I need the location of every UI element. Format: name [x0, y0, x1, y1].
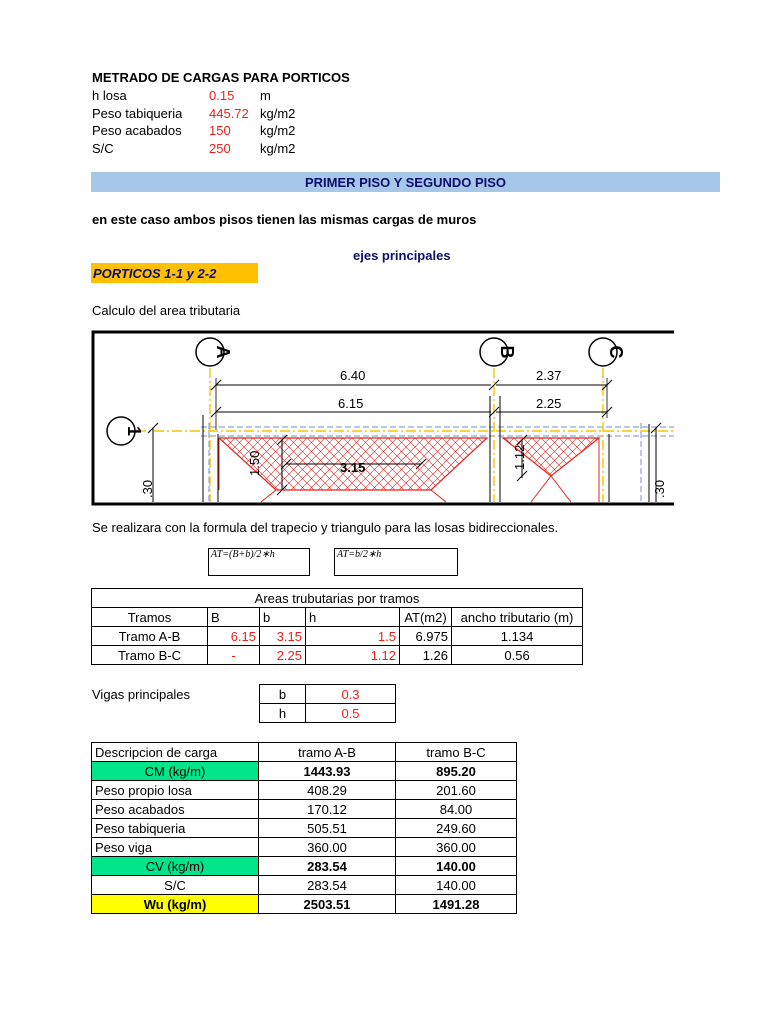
param-label-sc: S/C [92, 141, 114, 156]
porticos-label: PORTICOS 1-1 y 2-2 [93, 266, 217, 281]
table-cell: 2503.51 [259, 895, 396, 914]
formula-triangulo-box [334, 548, 458, 576]
axis-label-c: C [606, 345, 626, 359]
dim-0-30-left: .30 [140, 479, 155, 498]
table-cell: Peso tabiqueria [92, 819, 259, 838]
table-cell: 360.00 [259, 838, 396, 857]
table-cell: 6.975 [400, 627, 452, 646]
axis-label-b: B [497, 345, 517, 359]
table-cell: 1.26 [400, 646, 452, 665]
table-cell: 140.00 [396, 857, 517, 876]
page-title: METRADO DE CARGAS PARA PORTICOS [92, 70, 350, 85]
table-row [92, 762, 517, 781]
axes-label: ejes principales [353, 248, 451, 263]
table-header: tramo A-B [259, 743, 396, 762]
loads-table [91, 742, 517, 914]
table-cell: 0.56 [452, 646, 583, 665]
table-cell: Tramo A-B [92, 627, 208, 646]
formula-trapecio-box [208, 548, 310, 576]
table-cell: 1.12 [306, 646, 400, 665]
formula-intro: Se realizara con la formula del trapecio y triangulo para las losas bidireccionales. [92, 520, 559, 535]
table-row [92, 857, 517, 876]
porticos-label-box [91, 263, 258, 283]
table-cell: 360.00 [396, 838, 517, 857]
dim-2-25: 2.25 [536, 396, 562, 411]
param-unit-sc: kg/m2 [260, 141, 296, 156]
table-row [260, 704, 396, 723]
dim-1-12: 1.12 [512, 444, 527, 470]
section-band [91, 172, 720, 192]
areas-table [91, 588, 583, 665]
vigas-label: Vigas principales [92, 687, 191, 702]
param-value-tabiqueria: 445.72 [209, 106, 249, 121]
table-header-row [92, 743, 517, 762]
table-row [260, 685, 396, 704]
param-label-tabiqueria: Peso tabiqueria [92, 106, 183, 121]
param-unit-tabiqueria: kg/m2 [260, 106, 296, 121]
table-cell: 1.5 [306, 627, 400, 646]
param-unit-acabados: kg/m2 [260, 123, 296, 138]
table-header: Descripcion de carga [92, 743, 259, 762]
table-cell: h [260, 704, 306, 723]
table-cell: 84.00 [396, 800, 517, 819]
table-cell: 1491.28 [396, 895, 517, 914]
table-cell: 3.15 [260, 627, 306, 646]
table-header: B [208, 608, 260, 627]
table-cell: 283.54 [259, 857, 396, 876]
dim-6-40: 6.40 [340, 368, 366, 383]
table-cell: CV (kg/m) [92, 857, 259, 876]
table-row [92, 895, 517, 914]
table-cell: 408.29 [259, 781, 396, 800]
areas-table-title: Areas trubutarias por tramos [92, 589, 583, 608]
axis-label-1: 1 [124, 425, 144, 437]
table-row [92, 627, 583, 646]
table-row [92, 781, 517, 800]
table-cell: 249.60 [396, 819, 517, 838]
param-value-sc: 250 [209, 141, 231, 156]
table-cell: 140.00 [396, 876, 517, 895]
table-cell: S/C [92, 876, 259, 895]
table-header: AT(m2) [400, 608, 452, 627]
table-cell: 505.51 [259, 819, 396, 838]
table-cell: Wu (kg/m) [92, 895, 259, 914]
table-cell: 0.5 [306, 704, 396, 723]
tributary-area-drawing [91, 330, 674, 507]
table-cell: 1443.93 [259, 762, 396, 781]
dim-0-30-right: .30 [652, 479, 667, 498]
table-header-row [92, 608, 583, 627]
table-cell: - [208, 646, 260, 665]
table-header: h [306, 608, 400, 627]
formula-triangulo: AT=b/2∗h [337, 549, 382, 560]
table-cell: 1.134 [452, 627, 583, 646]
dim-2-37: 2.37 [536, 368, 562, 383]
dim-6-15: 6.15 [338, 396, 364, 411]
vigas-table [259, 684, 396, 723]
table-row [92, 876, 517, 895]
param-unit-h-losa: m [260, 88, 271, 103]
table-cell: 895.20 [396, 762, 517, 781]
table-row [92, 838, 517, 857]
table-cell: CM (kg/m) [92, 762, 259, 781]
table-cell: 0.3 [306, 685, 396, 704]
formula-trapecio: AT=(B+b)/2∗h [211, 549, 275, 560]
table-cell: Peso viga [92, 838, 259, 857]
table-row [92, 800, 517, 819]
param-label-h-losa: h losa [92, 88, 127, 103]
table-cell: Peso propio losa [92, 781, 259, 800]
param-value-h-losa: 0.15 [209, 88, 235, 103]
table-cell: 201.60 [396, 781, 517, 800]
param-value-acabados: 150 [209, 123, 231, 138]
table-row [92, 819, 517, 838]
table-cell: Tramo B-C [92, 646, 208, 665]
table-cell: 283.54 [259, 876, 396, 895]
dim-1-50: 1.50 [247, 450, 262, 476]
table-header: b [260, 608, 306, 627]
area-calc-label: Calculo del area tributaria [92, 303, 241, 318]
table-header: Tramos [92, 608, 208, 627]
table-header: ancho tributario (m) [452, 608, 583, 627]
table-header: tramo B-C [396, 743, 517, 762]
dim-3-15: 3.15 [340, 460, 366, 475]
table-cell: 170.12 [259, 800, 396, 819]
param-label-acabados: Peso acabados [92, 123, 182, 138]
axis-label-a: A [213, 345, 233, 359]
table-cell: 6.15 [208, 627, 260, 646]
table-cell: 2.25 [260, 646, 306, 665]
table-row [92, 646, 583, 665]
table-cell: b [260, 685, 306, 704]
section-band-title: PRIMER PISO Y SEGUNDO PISO [304, 175, 507, 190]
note-text: en este caso ambos pisos tienen las mismas cargas de muros [92, 212, 477, 227]
table-cell: Peso acabados [92, 800, 259, 819]
